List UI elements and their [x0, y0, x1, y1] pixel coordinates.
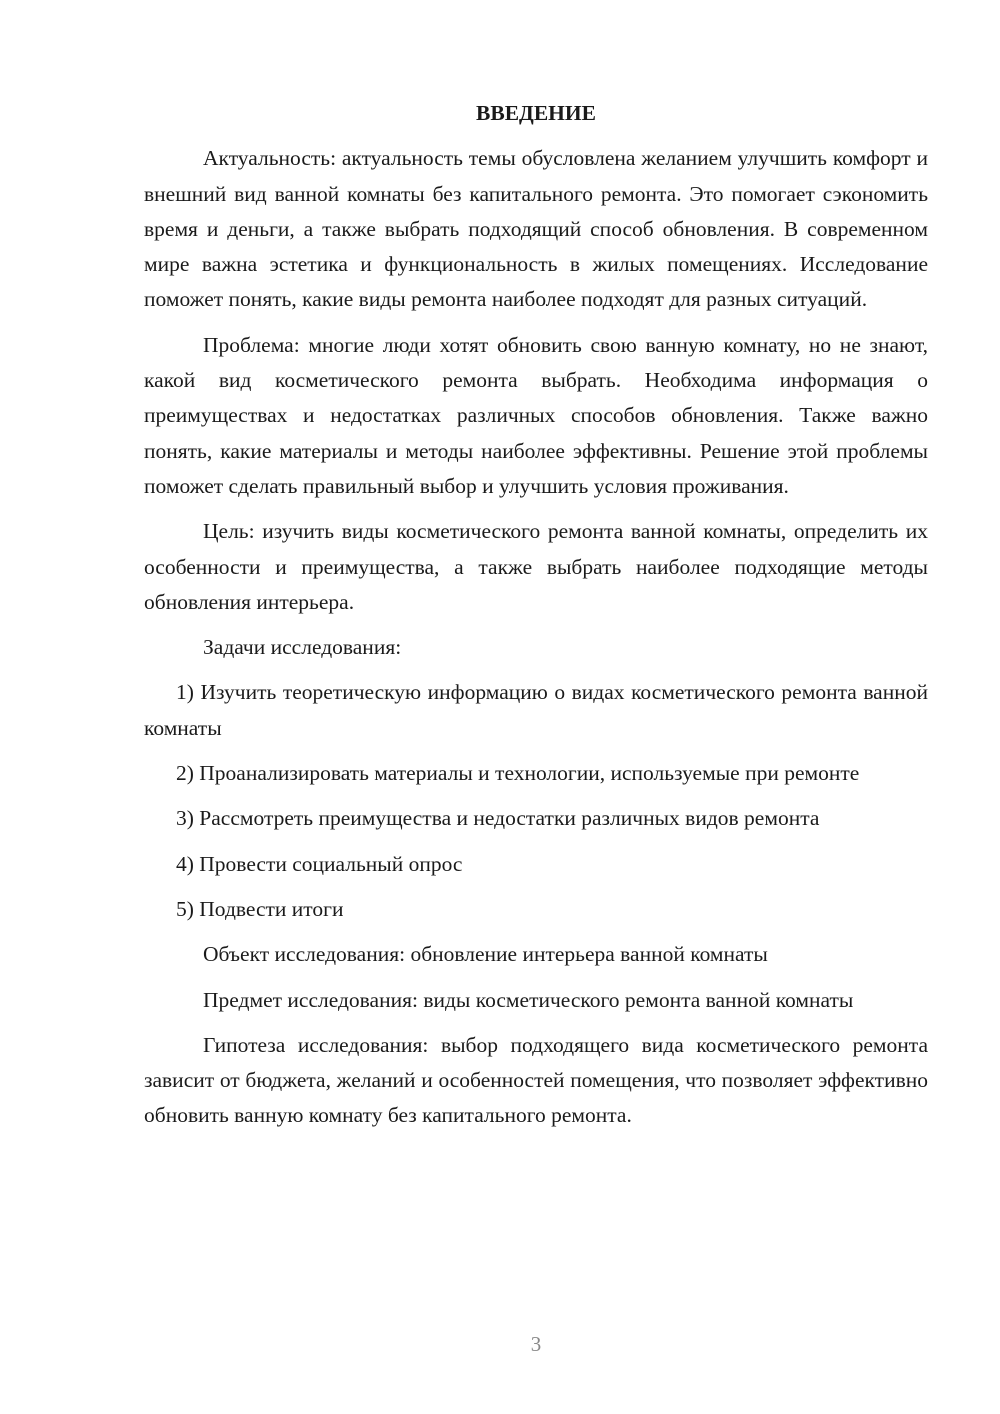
object-paragraph: Объект исследования: обновление интерьера ванной комнаты — [203, 942, 768, 967]
task-list-item-4: 4) Провести социальный опрос — [176, 851, 463, 876]
relevance-paragraph: Актуальность: актуальность темы обусловлена желанием улучшить комфорт и внешний вид ванной комнаты без капитального ремонта. Это помогает сэкономить время и деньги, а также выбрать подходящий способ обновления. В современном мире важна эстетика и функциональность в жилых помещениях. Исследование поможет понять, какие виды ремонта наиболее подходят для разных ситуаций. — [144, 146, 928, 312]
tasks-heading: Задачи исследования: — [203, 635, 402, 660]
page-number: 3 — [530, 1332, 542, 1356]
task-list-item-5: 5) Подвести итоги — [176, 896, 344, 921]
document-page — [144, 96, 928, 1144]
goal-paragraph: Цель: изучить виды косметического ремонта ванной комнаты, определить их особенности и преимущества, а также выбрать наиболее подходящие методы обновления интерьера. — [144, 519, 928, 614]
subject-paragraph: Предмет исследования: виды косметического ремонта ванной комнаты — [203, 987, 854, 1012]
task-list-item-2: 2) Проанализировать материалы и технологии, используемые при ремонте — [176, 761, 860, 786]
task-list-item-3: 3) Рассмотреть преимущества и недостатки различных видов ремонта — [176, 806, 820, 831]
task-list-item-1: 1) Изучить теоретическую информацию о видах косметического ремонта ванной комнаты — [144, 680, 928, 740]
hypothesis-paragraph: Гипотеза исследования: выбор подходящего вида косметического ремонта зависит от бюджета, желаний и особенностей помещения, что позволяет эффективно обновить ванную комнату без капитального ремонта. — [144, 1032, 928, 1128]
page-title: ВВЕДЕНИЕ — [476, 101, 596, 125]
problem-paragraph: Проблема: многие люди хотят обновить свою ванную комнату, но не знают, какой вид косметического ремонта выбрать. Необходима информация о преимуществах и недостатках различных способов обновления. Также важно понять, какие материалы и методы наиболее эффективны. Решение этой проблемы поможет сделать правильный выбор и улучшить условия проживания. — [144, 332, 928, 498]
